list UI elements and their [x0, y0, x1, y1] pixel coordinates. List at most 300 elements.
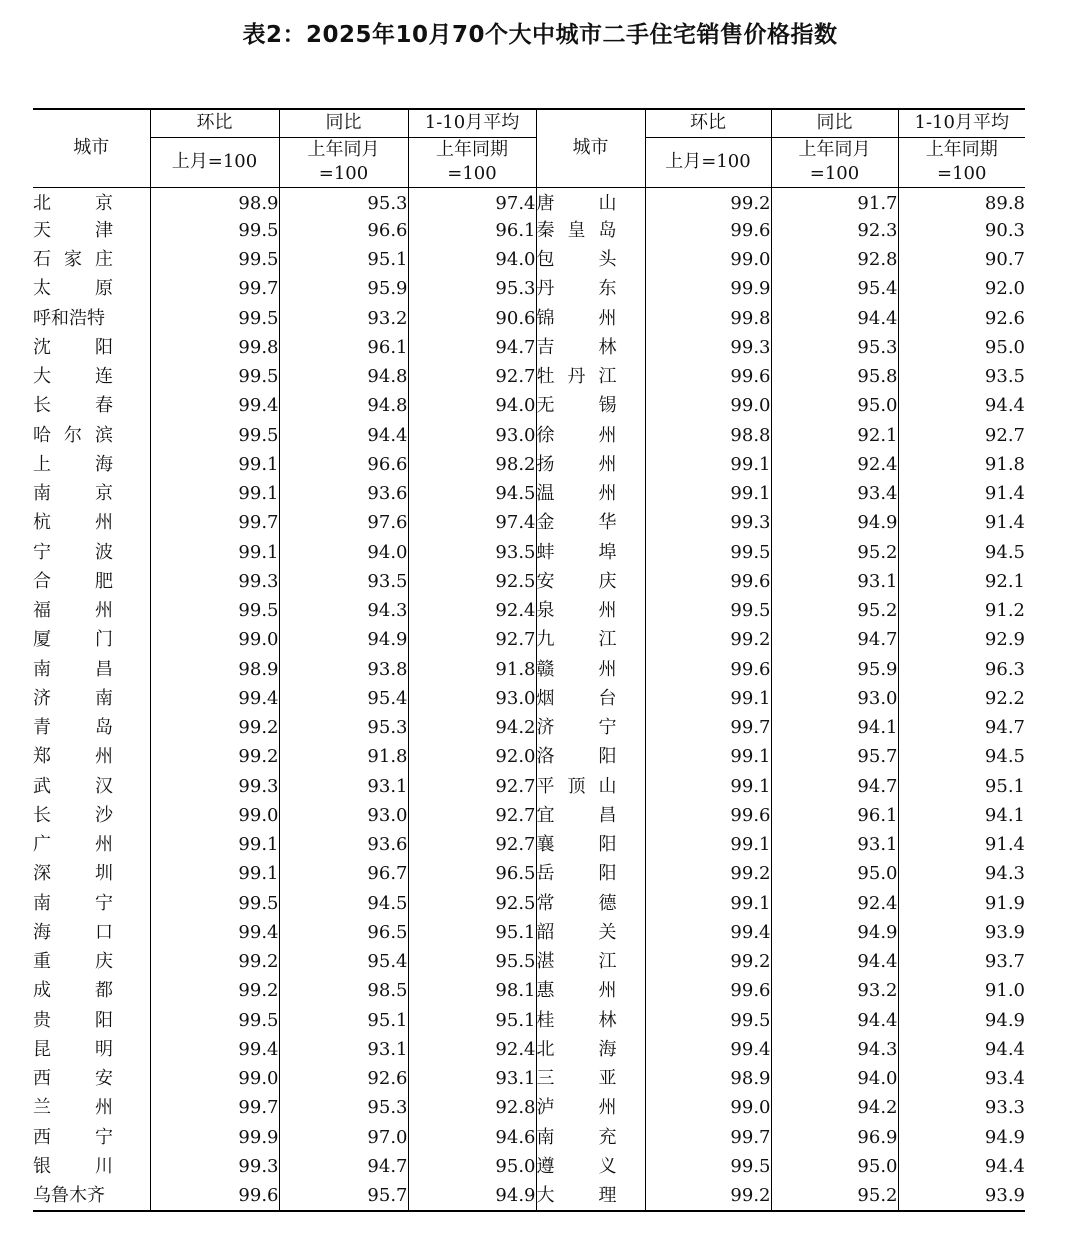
- table-row: [33, 626, 1025, 655]
- value-cell: 95.5: [408, 948, 536, 977]
- value-cell: 99.1: [645, 772, 771, 801]
- table-row: [33, 684, 1025, 713]
- value-cell: 99.2: [150, 948, 279, 977]
- value-cell: 98.8: [645, 421, 771, 450]
- city-name: 西 宁: [33, 1126, 113, 1148]
- city-name: 杭 州: [33, 512, 113, 534]
- value-cell: 99.7: [645, 1123, 771, 1152]
- value-cell: 99.1: [645, 684, 771, 713]
- value-cell: 94.4: [898, 392, 1025, 421]
- value-cell: 93.5: [898, 363, 1025, 392]
- table-row: [33, 246, 1025, 275]
- city-cell: [33, 567, 150, 596]
- city-cell: [536, 333, 645, 362]
- city-name: 惠 州: [536, 980, 617, 1002]
- city-cell: [536, 977, 645, 1006]
- city-cell: [536, 1123, 645, 1152]
- table-row: [33, 450, 1025, 479]
- value-cell: 99.5: [150, 597, 279, 626]
- value-cell: 93.2: [771, 977, 898, 1006]
- city-name: 平 顶 山: [536, 775, 617, 797]
- value-cell: 99.5: [150, 1006, 279, 1035]
- value-cell: 99.5: [645, 1152, 771, 1181]
- city-name: 石 家 庄: [33, 249, 113, 271]
- table-row: [33, 538, 1025, 567]
- city-name: 深 圳: [33, 863, 113, 885]
- subheader-mom-right: 上月=100: [645, 137, 771, 187]
- city-name: 南 京: [33, 483, 113, 505]
- value-cell: 94.7: [279, 1152, 408, 1181]
- value-cell: 95.0: [771, 1152, 898, 1181]
- value-cell: 94.1: [771, 714, 898, 743]
- value-cell: 95.3: [771, 333, 898, 362]
- value-cell: 95.0: [771, 392, 898, 421]
- city-cell: [33, 246, 150, 275]
- value-cell: 95.1: [408, 1006, 536, 1035]
- city-name: 三 亚: [536, 1068, 617, 1090]
- value-cell: 94.9: [408, 1182, 536, 1211]
- value-cell: 99.2: [150, 714, 279, 743]
- city-cell: [536, 860, 645, 889]
- city-name: 大 连: [33, 366, 113, 388]
- city-name: 安 庆: [536, 570, 617, 592]
- city-name: 温 州: [536, 483, 617, 505]
- city-name: 北 京: [33, 192, 113, 214]
- value-cell: 91.0: [898, 977, 1025, 1006]
- value-cell: 99.5: [645, 1006, 771, 1035]
- value-cell: 99.4: [150, 1035, 279, 1064]
- city-cell: [33, 714, 150, 743]
- city-name: 扬 州: [536, 453, 617, 475]
- city-cell: [33, 655, 150, 684]
- value-cell: 98.5: [279, 977, 408, 1006]
- city-cell: [536, 567, 645, 596]
- value-cell: 99.2: [645, 1182, 771, 1211]
- value-cell: 92.3: [771, 216, 898, 245]
- table-row: [33, 1065, 1025, 1094]
- city-name: 济 宁: [536, 717, 617, 739]
- value-cell: 99.9: [150, 1123, 279, 1152]
- value-cell: 95.7: [771, 743, 898, 772]
- value-cell: 95.7: [279, 1182, 408, 1211]
- table-row: [33, 216, 1025, 245]
- value-cell: 94.8: [279, 392, 408, 421]
- value-cell: 92.8: [771, 246, 898, 275]
- city-name: 徐 州: [536, 424, 617, 446]
- city-cell: [536, 392, 645, 421]
- city-name: 蚌 埠: [536, 541, 617, 563]
- city-name: 昆 明: [33, 1038, 113, 1060]
- value-cell: 99.4: [645, 918, 771, 947]
- value-cell: 99.4: [645, 1035, 771, 1064]
- city-cell: [536, 918, 645, 947]
- city-cell: [33, 304, 150, 333]
- value-cell: 94.9: [898, 1006, 1025, 1035]
- table-row: [33, 1006, 1025, 1035]
- value-cell: 99.1: [645, 743, 771, 772]
- value-cell: 94.4: [771, 948, 898, 977]
- value-cell: 99.6: [645, 216, 771, 245]
- value-cell: 97.4: [408, 509, 536, 538]
- value-cell: 99.8: [150, 333, 279, 362]
- value-cell: 95.1: [408, 918, 536, 947]
- value-cell: 99.1: [150, 860, 279, 889]
- value-cell: 93.4: [771, 480, 898, 509]
- city-name: 金 华: [536, 512, 617, 534]
- subheader-yoy-left: 上年同月 =100: [279, 137, 408, 187]
- city-cell: [33, 187, 150, 216]
- city-cell: [33, 1006, 150, 1035]
- table-body: [33, 187, 1025, 1211]
- city-name: 泉 州: [536, 600, 617, 622]
- value-cell: 93.5: [408, 538, 536, 567]
- city-cell: [33, 948, 150, 977]
- value-cell: 91.4: [898, 831, 1025, 860]
- city-cell: [33, 392, 150, 421]
- value-cell: 92.2: [898, 684, 1025, 713]
- value-cell: 92.4: [771, 889, 898, 918]
- value-cell: 95.0: [408, 1152, 536, 1181]
- value-cell: 92.7: [408, 831, 536, 860]
- table-row: [33, 1182, 1025, 1211]
- value-cell: 93.1: [771, 831, 898, 860]
- city-cell: [33, 801, 150, 830]
- city-name: 合 肥: [33, 570, 113, 592]
- city-name: 大 理: [536, 1184, 617, 1206]
- city-cell: [536, 948, 645, 977]
- city-cell: [33, 421, 150, 450]
- table-row: [33, 275, 1025, 304]
- value-cell: 95.0: [771, 860, 898, 889]
- city-name: 遵 义: [536, 1155, 617, 1177]
- city-cell: [33, 363, 150, 392]
- value-cell: 99.5: [645, 597, 771, 626]
- city-cell: [536, 1094, 645, 1123]
- table-row: [33, 714, 1025, 743]
- value-cell: 94.4: [771, 304, 898, 333]
- city-cell: [33, 275, 150, 304]
- city-cell: [33, 216, 150, 245]
- value-cell: 99.3: [645, 333, 771, 362]
- value-cell: 94.5: [279, 889, 408, 918]
- value-cell: 92.7: [408, 772, 536, 801]
- value-cell: 96.5: [279, 918, 408, 947]
- city-cell: [536, 1182, 645, 1211]
- city-name: 青 岛: [33, 717, 113, 739]
- value-cell: 94.6: [408, 1123, 536, 1152]
- value-cell: 99.9: [645, 275, 771, 304]
- city-name: 长 沙: [33, 804, 113, 826]
- value-cell: 93.1: [408, 1065, 536, 1094]
- city-cell: [33, 918, 150, 947]
- value-cell: 95.9: [771, 655, 898, 684]
- header-avg-left: 1-10月平均: [408, 109, 536, 137]
- value-cell: 94.0: [279, 538, 408, 567]
- value-cell: 93.7: [898, 948, 1025, 977]
- table-row: [33, 187, 1025, 216]
- value-cell: 96.1: [279, 333, 408, 362]
- city-name: 牡 丹 江: [536, 366, 617, 388]
- city-cell: [536, 801, 645, 830]
- table-row: [33, 860, 1025, 889]
- value-cell: 93.0: [771, 684, 898, 713]
- value-cell: 93.0: [279, 801, 408, 830]
- value-cell: 99.5: [150, 363, 279, 392]
- table-row: [33, 597, 1025, 626]
- value-cell: 94.5: [898, 743, 1025, 772]
- value-cell: 99.3: [150, 772, 279, 801]
- city-name: 吉 林: [536, 336, 617, 358]
- value-cell: 93.0: [408, 421, 536, 450]
- city-name: 太 原: [33, 278, 113, 300]
- value-cell: 94.7: [771, 626, 898, 655]
- table-row: [33, 509, 1025, 538]
- city-cell: [33, 1123, 150, 1152]
- city-cell: [33, 1065, 150, 1094]
- city-name: 韶 关: [536, 921, 617, 943]
- table-row: [33, 1123, 1025, 1152]
- city-cell: [536, 450, 645, 479]
- city-name: 唐 山: [536, 192, 617, 214]
- table-row: [33, 772, 1025, 801]
- value-cell: 99.0: [150, 801, 279, 830]
- value-cell: 92.7: [408, 626, 536, 655]
- value-cell: 99.6: [645, 363, 771, 392]
- city-cell: [536, 363, 645, 392]
- value-cell: 96.9: [771, 1123, 898, 1152]
- value-cell: 94.2: [771, 1094, 898, 1123]
- city-cell: [536, 538, 645, 567]
- value-cell: 99.1: [645, 480, 771, 509]
- subheader-avg-right: 上年同期 =100: [898, 137, 1025, 187]
- city-cell: [33, 743, 150, 772]
- value-cell: 93.8: [279, 655, 408, 684]
- city-name: 烟 台: [536, 687, 617, 709]
- city-cell: [536, 743, 645, 772]
- value-cell: 99.2: [150, 977, 279, 1006]
- value-cell: 94.7: [771, 772, 898, 801]
- value-cell: 94.7: [408, 333, 536, 362]
- value-cell: 94.1: [898, 801, 1025, 830]
- value-cell: 90.6: [408, 304, 536, 333]
- value-cell: 99.1: [150, 480, 279, 509]
- value-cell: 91.8: [898, 450, 1025, 479]
- table-row: [33, 480, 1025, 509]
- table-row: [33, 801, 1025, 830]
- value-cell: 94.4: [279, 421, 408, 450]
- value-cell: 95.3: [408, 275, 536, 304]
- value-cell: 91.7: [771, 187, 898, 216]
- value-cell: 91.2: [898, 597, 1025, 626]
- value-cell: 94.9: [771, 918, 898, 947]
- city-cell: [33, 1182, 150, 1211]
- value-cell: 92.1: [771, 421, 898, 450]
- value-cell: 95.0: [898, 333, 1025, 362]
- city-cell: [33, 889, 150, 918]
- city-name: 郑 州: [33, 746, 113, 768]
- city-name: 锦 州: [536, 307, 617, 329]
- value-cell: 91.9: [898, 889, 1025, 918]
- city-name: 南 宁: [33, 892, 113, 914]
- value-cell: 95.1: [898, 772, 1025, 801]
- city-cell: [536, 655, 645, 684]
- table-row: [33, 889, 1025, 918]
- value-cell: 95.4: [771, 275, 898, 304]
- city-cell: [33, 860, 150, 889]
- value-cell: 94.4: [898, 1035, 1025, 1064]
- city-name: 洛 阳: [536, 746, 617, 768]
- table-row: [33, 918, 1025, 947]
- city-name: 湛 江: [536, 951, 617, 973]
- city-cell: [33, 538, 150, 567]
- value-cell: 97.4: [408, 187, 536, 216]
- value-cell: 96.6: [279, 216, 408, 245]
- city-cell: [33, 597, 150, 626]
- value-cell: 96.5: [408, 860, 536, 889]
- value-cell: 99.0: [150, 1065, 279, 1094]
- value-cell: 92.4: [771, 450, 898, 479]
- value-cell: 99.7: [150, 1094, 279, 1123]
- value-cell: 99.5: [150, 889, 279, 918]
- value-cell: 92.4: [408, 597, 536, 626]
- value-cell: 99.3: [150, 567, 279, 596]
- city-cell: [33, 831, 150, 860]
- table-row: [33, 977, 1025, 1006]
- table-row: [33, 363, 1025, 392]
- value-cell: 95.1: [279, 1006, 408, 1035]
- table-title: 表2：2025年10月70个大中城市二手住宅销售价格指数: [242, 22, 838, 48]
- subheader-yoy-right: 上年同月 =100: [771, 137, 898, 187]
- value-cell: 98.9: [150, 187, 279, 216]
- table-row: [33, 831, 1025, 860]
- value-cell: 98.9: [150, 655, 279, 684]
- value-cell: 94.0: [771, 1065, 898, 1094]
- table-row: [33, 948, 1025, 977]
- city-cell: [33, 450, 150, 479]
- value-cell: 95.2: [771, 538, 898, 567]
- value-cell: 99.4: [150, 684, 279, 713]
- value-cell: 95.4: [279, 948, 408, 977]
- value-cell: 99.7: [150, 275, 279, 304]
- city-name: 贵 阳: [33, 1009, 113, 1031]
- value-cell: 99.6: [645, 977, 771, 1006]
- city-name: 呼和浩特: [33, 307, 105, 329]
- city-cell: [536, 626, 645, 655]
- value-cell: 94.3: [771, 1035, 898, 1064]
- value-cell: 99.4: [150, 918, 279, 947]
- value-cell: 93.9: [898, 1182, 1025, 1211]
- value-cell: 94.3: [898, 860, 1025, 889]
- table-row: [33, 304, 1025, 333]
- value-cell: 94.8: [279, 363, 408, 392]
- value-cell: 93.0: [408, 684, 536, 713]
- city-name: 无 锡: [536, 395, 617, 417]
- city-cell: [33, 1035, 150, 1064]
- value-cell: 93.4: [898, 1065, 1025, 1094]
- city-cell: [33, 480, 150, 509]
- city-name: 泸 州: [536, 1097, 617, 1119]
- city-cell: [536, 772, 645, 801]
- value-cell: 99.0: [645, 1094, 771, 1123]
- value-cell: 99.0: [150, 626, 279, 655]
- value-cell: 99.5: [150, 304, 279, 333]
- subheader-avg-left: 上年同期 =100: [408, 137, 536, 187]
- value-cell: 91.8: [408, 655, 536, 684]
- value-cell: 93.2: [279, 304, 408, 333]
- value-cell: 93.3: [898, 1094, 1025, 1123]
- value-cell: 99.6: [645, 567, 771, 596]
- value-cell: 99.2: [645, 187, 771, 216]
- value-cell: 92.7: [408, 801, 536, 830]
- value-cell: 99.1: [150, 831, 279, 860]
- table-row: [33, 567, 1025, 596]
- value-cell: 99.6: [645, 655, 771, 684]
- value-cell: 99.5: [645, 538, 771, 567]
- city-cell: [536, 684, 645, 713]
- value-cell: 98.2: [408, 450, 536, 479]
- table-row: [33, 1094, 1025, 1123]
- city-name: 天 津: [33, 219, 113, 241]
- value-cell: 99.2: [645, 860, 771, 889]
- city-cell: [536, 421, 645, 450]
- value-cell: 93.5: [279, 567, 408, 596]
- value-cell: 99.3: [645, 509, 771, 538]
- value-cell: 89.8: [898, 187, 1025, 216]
- city-cell: [536, 509, 645, 538]
- table-row: [33, 333, 1025, 362]
- city-name: 长 春: [33, 395, 113, 417]
- city-cell: [536, 1006, 645, 1035]
- value-cell: 99.7: [150, 509, 279, 538]
- city-name: 南 充: [536, 1126, 617, 1148]
- city-name: 桂 林: [536, 1009, 617, 1031]
- value-cell: 96.6: [279, 450, 408, 479]
- city-cell: [33, 509, 150, 538]
- header-city-left: 城市: [73, 137, 110, 159]
- city-name: 成 都: [33, 980, 113, 1002]
- value-cell: 95.2: [771, 597, 898, 626]
- city-name: 岳 阳: [536, 863, 617, 885]
- city-name: 沈 阳: [33, 336, 113, 358]
- value-cell: 92.6: [279, 1065, 408, 1094]
- value-cell: 99.1: [150, 538, 279, 567]
- value-cell: 95.3: [279, 714, 408, 743]
- value-cell: 99.8: [645, 304, 771, 333]
- value-cell: 92.5: [408, 567, 536, 596]
- city-cell: [536, 216, 645, 245]
- value-cell: 93.6: [279, 831, 408, 860]
- city-name: 北 海: [536, 1038, 617, 1060]
- value-cell: 98.1: [408, 977, 536, 1006]
- city-cell: [536, 275, 645, 304]
- city-cell: [536, 597, 645, 626]
- value-cell: 97.0: [279, 1123, 408, 1152]
- city-name: 西 安: [33, 1068, 113, 1090]
- table-row: [33, 1152, 1025, 1181]
- value-cell: 96.7: [279, 860, 408, 889]
- value-cell: 95.3: [279, 187, 408, 216]
- city-name: 银 川: [33, 1155, 113, 1177]
- value-cell: 92.9: [898, 626, 1025, 655]
- value-cell: 99.1: [645, 831, 771, 860]
- header-yoy-right: 同比: [771, 109, 898, 137]
- value-cell: 94.4: [771, 1006, 898, 1035]
- city-cell: [536, 1152, 645, 1181]
- subheader-mom-left: 上月=100: [150, 137, 279, 187]
- value-cell: 92.7: [408, 363, 536, 392]
- value-cell: 91.4: [898, 480, 1025, 509]
- value-cell: 94.4: [898, 1152, 1025, 1181]
